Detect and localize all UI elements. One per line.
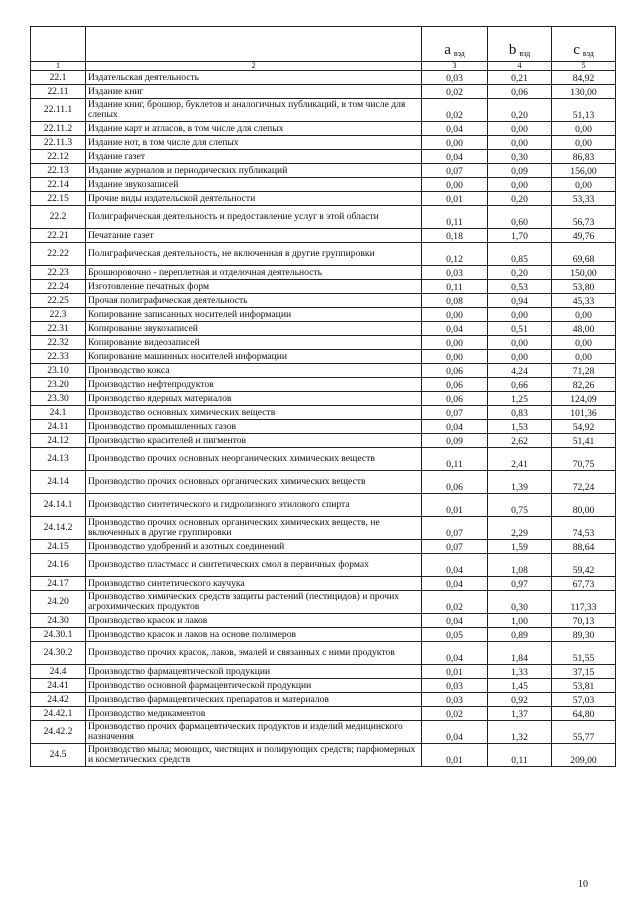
b-value-cell: 0,20: [488, 266, 552, 280]
name-cell: Издание книг: [86, 85, 422, 99]
b-value-cell: 0,53: [488, 280, 552, 294]
column-number: 4: [488, 62, 552, 71]
name-cell: Издание карт и атласов, в том числе для слепых: [86, 122, 422, 136]
c-value-cell: 150,00: [552, 266, 616, 280]
a-value-cell: 0,04: [422, 614, 488, 628]
b-value-cell: 1,25: [488, 392, 552, 406]
b-value-cell: 0,97: [488, 577, 552, 591]
name-cell: Копирование звукозаписей: [86, 322, 422, 336]
a-value-cell: 0,03: [422, 679, 488, 693]
a-value-cell: 0,07: [422, 406, 488, 420]
code-cell: 24.14.2: [31, 517, 86, 540]
code-cell: 22.14: [31, 178, 86, 192]
a-value-cell: 0,08: [422, 294, 488, 308]
name-cell: Копирование записанных носителей информации: [86, 308, 422, 322]
a-value-cell: 0,11: [422, 448, 488, 471]
table-row: [31, 693, 616, 707]
c-value-cell: 86,83: [552, 150, 616, 164]
c-value-cell: 82,26: [552, 378, 616, 392]
c-value-cell: 0,00: [552, 136, 616, 150]
b-value-cell: 0,75: [488, 494, 552, 517]
code-cell: 22.1: [31, 71, 86, 85]
name-cell: Прочие виды издательской деятельности: [86, 192, 422, 206]
a-value-cell: 0,06: [422, 364, 488, 378]
name-cell: Производство прочих основных органических химических веществ: [86, 471, 422, 494]
table-row: [31, 517, 616, 540]
c-value-cell: 209,00: [552, 744, 616, 767]
column-number: 5: [552, 62, 616, 71]
code-cell: 24.16: [31, 554, 86, 577]
table-row: [31, 178, 616, 192]
table-row: [31, 721, 616, 744]
b-value-cell: 0,21: [488, 71, 552, 85]
name-cell: Издание газет: [86, 150, 422, 164]
code-cell: 23.30: [31, 392, 86, 406]
c-value-cell: 0,00: [552, 336, 616, 350]
a-value-cell: 0,01: [422, 192, 488, 206]
a-value-cell: 0,04: [422, 150, 488, 164]
b-value-cell: 2,41: [488, 448, 552, 471]
code-cell: 22.11.2: [31, 122, 86, 136]
code-cell: 22.15: [31, 192, 86, 206]
a-value-cell: 0,03: [422, 266, 488, 280]
c-value-cell: 130,00: [552, 85, 616, 99]
a-value-cell: 0,04: [422, 420, 488, 434]
code-cell: 24.20: [31, 591, 86, 614]
code-cell: 22.2: [31, 206, 86, 229]
b-value-cell: 0,20: [488, 99, 552, 122]
table-row: [31, 71, 616, 85]
code-cell: 24.42.2: [31, 721, 86, 744]
code-cell: 24.11: [31, 420, 86, 434]
b-value-cell: 0,00: [488, 122, 552, 136]
b-value-cell: 0,11: [488, 744, 552, 767]
table-row: [31, 192, 616, 206]
name-cell: Изготовление печатных форм: [86, 280, 422, 294]
b-value-cell: 1,59: [488, 540, 552, 554]
name-cell: Производство химических средств защиты растений (пестицидов) и прочих агрохимических продуктов: [86, 591, 422, 614]
code-cell: 24.30.1: [31, 628, 86, 642]
name-cell: Производство мыла; моющих, чистящих и полирующих средств; парфюмерных и косметических средств: [86, 744, 422, 767]
name-cell: Производство основных химических веществ: [86, 406, 422, 420]
table-row: [31, 122, 616, 136]
a-value-cell: 0,04: [422, 122, 488, 136]
c-value-cell: 101,36: [552, 406, 616, 420]
b-value-cell: 0,00: [488, 178, 552, 192]
name-cell: Издание нот, в том числе для слепых: [86, 136, 422, 150]
table-row: [31, 614, 616, 628]
column-number: 2: [86, 62, 422, 71]
name-cell: Производство нефтепродуктов: [86, 378, 422, 392]
b-value-cell: 1,32: [488, 721, 552, 744]
header-row: [31, 27, 616, 62]
table-row: [31, 448, 616, 471]
column-number: 3: [422, 62, 488, 71]
table-row: [31, 206, 616, 229]
code-cell: 23.10: [31, 364, 86, 378]
c-value-cell: 57,03: [552, 693, 616, 707]
a-value-cell: 0,04: [422, 577, 488, 591]
code-cell: 22.33: [31, 350, 86, 364]
c-value-cell: 69,68: [552, 243, 616, 266]
b-value-cell: 4,24: [488, 364, 552, 378]
code-cell: 22.3: [31, 308, 86, 322]
c-value-cell: 0,00: [552, 122, 616, 136]
name-cell: Издание звукозаписей: [86, 178, 422, 192]
c-value-cell: 89,30: [552, 628, 616, 642]
name-cell: Издание книг, брошюр, буклетов и аналогичных публикаций, в том числе для слепых: [86, 99, 422, 122]
b-value-cell: 2,29: [488, 517, 552, 540]
code-cell: 24.30.2: [31, 642, 86, 665]
name-cell: Производство кокса: [86, 364, 422, 378]
code-cell: 24.41: [31, 679, 86, 693]
name-cell: Прочая полиграфическая деятельность: [86, 294, 422, 308]
a-value-cell: 0,01: [422, 744, 488, 767]
b-value-cell: 0,06: [488, 85, 552, 99]
b-value-cell: 1,08: [488, 554, 552, 577]
name-cell: Полиграфическая деятельность, не включенная в другие группировки: [86, 243, 422, 266]
a-value-cell: 0,02: [422, 99, 488, 122]
table-row: [31, 707, 616, 721]
c-value-cell: 84,92: [552, 71, 616, 85]
name-cell: Производство синтетического каучука: [86, 577, 422, 591]
table-row: [31, 406, 616, 420]
name-cell: Копирование видеозаписей: [86, 336, 422, 350]
table-row: [31, 322, 616, 336]
table-row: [31, 392, 616, 406]
b-value-cell: 0,51: [488, 322, 552, 336]
code-cell: 24.14.1: [31, 494, 86, 517]
name-cell: Издание журналов и периодических публикаций: [86, 164, 422, 178]
c-value-cell: 59,42: [552, 554, 616, 577]
b-value-cell: 1,70: [488, 229, 552, 243]
a-value-cell: 0,00: [422, 308, 488, 322]
a-value-cell: 0,05: [422, 628, 488, 642]
a-value-cell: 0,18: [422, 229, 488, 243]
table-row: [31, 420, 616, 434]
c-value-cell: 156,00: [552, 164, 616, 178]
code-cell: 22.25: [31, 294, 86, 308]
b-value-cell: 0,66: [488, 378, 552, 392]
b-value-cell: 0,83: [488, 406, 552, 420]
code-cell: 22.11.3: [31, 136, 86, 150]
table-row: [31, 243, 616, 266]
table-row: [31, 136, 616, 150]
table-row: [31, 150, 616, 164]
name-cell: Производство ядерных материалов: [86, 392, 422, 406]
table-row: [31, 378, 616, 392]
c-value-cell: 49,76: [552, 229, 616, 243]
c-value-cell: 51,55: [552, 642, 616, 665]
code-cell: 24.42.1: [31, 707, 86, 721]
table-row: [31, 294, 616, 308]
a-value-cell: 0,06: [422, 471, 488, 494]
name-cell: Производство медикаментов: [86, 707, 422, 721]
b-value-cell: 0,00: [488, 308, 552, 322]
code-cell: 22.31: [31, 322, 86, 336]
table-row: [31, 229, 616, 243]
table-row: [31, 364, 616, 378]
name-cell: Брошюровочно - переплетная и отделочная деятельность: [86, 266, 422, 280]
a-value-cell: 0,02: [422, 591, 488, 614]
table-row: [31, 308, 616, 322]
code-cell: 22.32: [31, 336, 86, 350]
a-value-cell: 0,00: [422, 178, 488, 192]
code-cell: 24.42: [31, 693, 86, 707]
name-cell: Издательская деятельность: [86, 71, 422, 85]
a-value-cell: 0,04: [422, 642, 488, 665]
c-value-cell: 55,77: [552, 721, 616, 744]
table-row: [31, 350, 616, 364]
header-code-cell: [31, 27, 86, 62]
c-value-cell: 54,92: [552, 420, 616, 434]
table-row: [31, 280, 616, 294]
c-value-cell: 117,33: [552, 591, 616, 614]
b-value-cell: 1,45: [488, 679, 552, 693]
header-name-cell: [86, 27, 422, 62]
code-cell: 22.22: [31, 243, 86, 266]
c-value-cell: 64,80: [552, 707, 616, 721]
c-value-cell: 88,64: [552, 540, 616, 554]
b-value-cell: 1,39: [488, 471, 552, 494]
code-cell: 22.21: [31, 229, 86, 243]
table-row: [31, 494, 616, 517]
header-c-cell: c $_{вэд}$: [552, 27, 616, 62]
name-cell: Производство основной фармацевтической продукции: [86, 679, 422, 693]
code-cell: 22.23: [31, 266, 86, 280]
a-value-cell: 0,01: [422, 665, 488, 679]
table-row: [31, 471, 616, 494]
a-value-cell: 0,07: [422, 164, 488, 178]
b-value-cell: 1,00: [488, 614, 552, 628]
column-number: 1: [31, 62, 86, 71]
name-cell: Производство красителей и пигментов: [86, 434, 422, 448]
table-row: [31, 577, 616, 591]
c-value-cell: 37,15: [552, 665, 616, 679]
code-cell: 24.30: [31, 614, 86, 628]
a-value-cell: 0,11: [422, 280, 488, 294]
table-row: [31, 164, 616, 178]
table-row: [31, 642, 616, 665]
b-value-cell: 1,33: [488, 665, 552, 679]
document-page: [30, 26, 615, 767]
a-value-cell: 0,11: [422, 206, 488, 229]
column-number-row: [31, 62, 616, 71]
table-row: [31, 665, 616, 679]
name-cell: Производство пластмасс и синтетических смол в первичных формах: [86, 554, 422, 577]
b-value-cell: 0,30: [488, 591, 552, 614]
c-value-cell: 67,73: [552, 577, 616, 591]
a-value-cell: 0,02: [422, 707, 488, 721]
b-value-cell: 0,30: [488, 150, 552, 164]
a-value-cell: 0,03: [422, 71, 488, 85]
a-value-cell: 0,01: [422, 494, 488, 517]
c-value-cell: 0,00: [552, 350, 616, 364]
c-value-cell: 0,00: [552, 178, 616, 192]
b-value-cell: 0,85: [488, 243, 552, 266]
a-value-cell: 0,00: [422, 136, 488, 150]
c-value-cell: 53,81: [552, 679, 616, 693]
c-value-cell: 70,13: [552, 614, 616, 628]
name-cell: Производство прочих фармацевтических продуктов и изделий медицинского назначения: [86, 721, 422, 744]
header-a-cell: a $_{вэд}$: [422, 27, 488, 62]
a-value-cell: 0,03: [422, 693, 488, 707]
c-value-cell: 0,00: [552, 308, 616, 322]
c-value-cell: 74,53: [552, 517, 616, 540]
name-cell: Производство красок и лаков: [86, 614, 422, 628]
table-row: [31, 336, 616, 350]
code-cell: 22.24: [31, 280, 86, 294]
table-body: [31, 71, 616, 767]
b-value-cell: 2,62: [488, 434, 552, 448]
table-row: [31, 266, 616, 280]
a-value-cell: 0,04: [422, 554, 488, 577]
table-row: [31, 85, 616, 99]
b-value-cell: 1,53: [488, 420, 552, 434]
a-value-cell: 0,09: [422, 434, 488, 448]
b-value-cell: 1,37: [488, 707, 552, 721]
header-b-cell: b $_{вэд}$: [488, 27, 552, 62]
code-cell: 23.20: [31, 378, 86, 392]
name-cell: Производство фармацевтической продукции: [86, 665, 422, 679]
a-value-cell: 0,04: [422, 322, 488, 336]
c-value-cell: 70,75: [552, 448, 616, 471]
b-value-cell: 0,89: [488, 628, 552, 642]
code-cell: 24.5: [31, 744, 86, 767]
code-cell: 24.14: [31, 471, 86, 494]
name-cell: Копирование машинных носителей информации: [86, 350, 422, 364]
table-row: [31, 540, 616, 554]
a-value-cell: 0,07: [422, 540, 488, 554]
c-value-cell: 72,24: [552, 471, 616, 494]
a-value-cell: 0,00: [422, 336, 488, 350]
table-row: [31, 434, 616, 448]
a-value-cell: 0,04: [422, 721, 488, 744]
c-value-cell: 45,33: [552, 294, 616, 308]
c-value-cell: 51,41: [552, 434, 616, 448]
code-cell: 24.13: [31, 448, 86, 471]
page-number: 10: [578, 879, 588, 890]
c-value-cell: 80,00: [552, 494, 616, 517]
code-cell: 24.12: [31, 434, 86, 448]
code-cell: 24.4: [31, 665, 86, 679]
name-cell: Производство прочих основных неорганических химических веществ: [86, 448, 422, 471]
name-cell: Производство красок и лаков на основе полимеров: [86, 628, 422, 642]
table-row: [31, 679, 616, 693]
a-value-cell: 0,07: [422, 517, 488, 540]
b-value-cell: 0,92: [488, 693, 552, 707]
table-row: [31, 554, 616, 577]
c-value-cell: 71,28: [552, 364, 616, 378]
code-cell: 22.13: [31, 164, 86, 178]
code-cell: 22.11.1: [31, 99, 86, 122]
name-cell: Производство прочих основных органических химических веществ, не включенных в другие группировки: [86, 517, 422, 540]
table-row: [31, 99, 616, 122]
coefficients-table: [30, 26, 616, 767]
table-row: [31, 744, 616, 767]
a-value-cell: 0,12: [422, 243, 488, 266]
b-value-cell: 0,00: [488, 350, 552, 364]
b-value-cell: 1,84: [488, 642, 552, 665]
code-cell: 24.1: [31, 406, 86, 420]
a-value-cell: 0,06: [422, 392, 488, 406]
name-cell: Печатание газет: [86, 229, 422, 243]
b-value-cell: 0,20: [488, 192, 552, 206]
b-value-cell: 0,00: [488, 336, 552, 350]
c-value-cell: 56,73: [552, 206, 616, 229]
code-cell: 24.17: [31, 577, 86, 591]
name-cell: Производство синтетического и гидролизного этилового спирта: [86, 494, 422, 517]
c-value-cell: 51,13: [552, 99, 616, 122]
name-cell: Производство промышленных газов: [86, 420, 422, 434]
c-value-cell: 124,09: [552, 392, 616, 406]
code-cell: 22.12: [31, 150, 86, 164]
code-cell: 22.11: [31, 85, 86, 99]
c-value-cell: 53,80: [552, 280, 616, 294]
table-row: [31, 628, 616, 642]
name-cell: Полиграфическая деятельность и предоставление услуг в этой области: [86, 206, 422, 229]
table-row: [31, 591, 616, 614]
b-value-cell: 0,94: [488, 294, 552, 308]
a-value-cell: 0,00: [422, 350, 488, 364]
code-cell: 24.15: [31, 540, 86, 554]
name-cell: Производство удобрений и азотных соединений: [86, 540, 422, 554]
a-value-cell: 0,02: [422, 85, 488, 99]
name-cell: Производство прочих красок, лаков, эмалей и связанных с ними продуктов: [86, 642, 422, 665]
b-value-cell: 0,60: [488, 206, 552, 229]
b-value-cell: 0,00: [488, 136, 552, 150]
b-value-cell: 0,09: [488, 164, 552, 178]
a-value-cell: 0,06: [422, 378, 488, 392]
name-cell: Производство фармацевтических препаратов и материалов: [86, 693, 422, 707]
c-value-cell: 53,33: [552, 192, 616, 206]
c-value-cell: 48,00: [552, 322, 616, 336]
